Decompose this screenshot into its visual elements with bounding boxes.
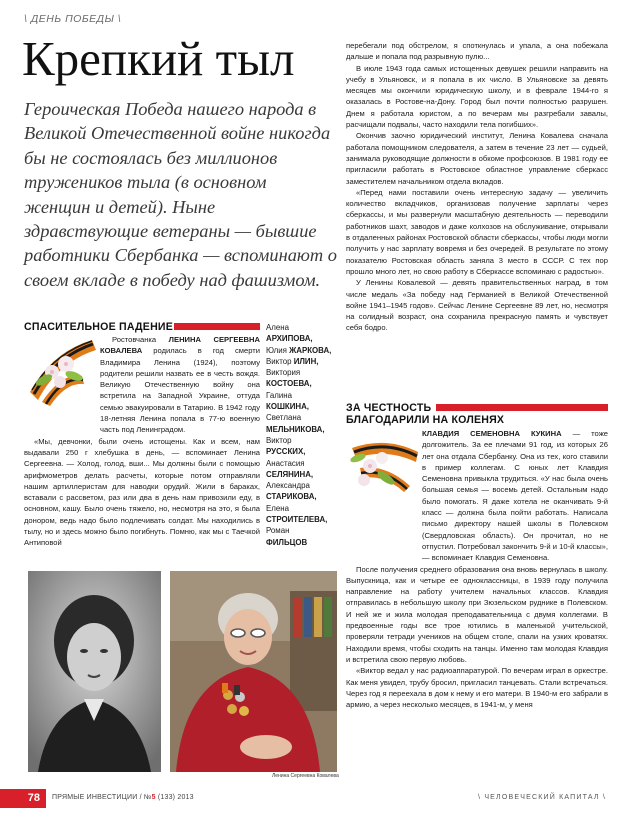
section1-title: СПАСИТЕЛЬНОЕ ПАДЕНИЕ <box>24 321 174 333</box>
section1-paragraph-2: «Мы, девчонки, были очень истощены. Как и всем, нам выдавали 250 г хлебушка в день, — вспоминает Ленина Сергеевна. — Холод, голод, вши... Мы должны были с помощью арифмометров делать расчеты, которые потом отправляли нашим артиллеристам для наводки орудий. Жили в бараках, вставали с рассветом, раз или два в день нам привозили еду, в основном, кашу. Было очень тяжело, но, несмотря на это, я была донором, ведь надо было подлечивать солдат. Мы находились в тылу, но и здесь можно было погибнуть. Помню, как мы с Таечкой Антиповой <box>24 436 260 548</box>
photo-caption: Ленина Сергеевна Ковалева <box>272 773 339 779</box>
name-last: СТАРИКОВА, <box>266 492 317 502</box>
name-last: ЖАРКОВА, <box>289 345 332 355</box>
issue-rest: (133) 2013 <box>157 794 194 801</box>
magazine-title: ПРЯМЫЕ ИНВЕСТИЦИИ <box>52 794 138 801</box>
section2-red-bar <box>436 404 608 411</box>
rubric: \ ДЕНЬ ПОБЕДЫ \ <box>24 13 122 25</box>
lead-paragraph: Героическая Победа нашего народа в Великой Отечественной войне никогда бы не состоялась без миллионов тружеников тыла (в основном женщин и детей). Ныне здравствующие ветераны — бывшие работники Сбербанка — вспоминают о своем вкладе в победу над фашизмом. <box>24 99 337 290</box>
issue-label: / № <box>139 794 152 801</box>
name-first: Роман <box>266 526 290 536</box>
name-last: АРХИПОВА, <box>266 334 313 344</box>
page-footer <box>0 785 630 820</box>
section2-intro-name: КЛАВДИЯ СЕМЕНОВНА КУКИНА <box>422 429 562 438</box>
col2-paragraph-5: У Ленины Ковалевой — девять правительственных наград, в том числе медаль «За победу над Германией в Великой Отечественной войне 1941–1945 годов». Сейчас Ленине Сергеевне 89 лет, но, несмотря на солидный возраст, она сохранила прекрасную память и чувствует себя бодро. <box>346 278 608 333</box>
name-first: Виктория <box>266 368 301 378</box>
archive-portrait-photo <box>28 571 161 772</box>
name-last: ФИЛЬЦОВ <box>266 537 308 547</box>
name-last: МЕЛЬНИКОВА, <box>266 424 325 434</box>
section1-column-2 <box>346 40 608 334</box>
section-name: \ ЧЕЛОВЕЧЕСКИЙ КАПИТАЛ \ <box>478 794 606 801</box>
issue-number: 5 <box>151 794 156 801</box>
section1-column-1 <box>24 334 260 549</box>
headline: Крепкий тыл <box>22 31 295 86</box>
col2-paragraph-4: «Перед нами поставили очень интересную задачу — увеличить количество вкладчиков, организовав получение зарплаты через сберкассы, и мы развернули масштабную деятельность — переводили работников шахт, заводов и даже колхозов на обслуживание, открывали в отдаленных районах Ростовской области сберкассы, чтобы люди могли получить у нас зарплату вовремя и без очередей. В результате по этому показателю Ростовская область заняла 3 место в СССР. С тех пор прошло много лет, но свою работу в Сберкассе вспоминаю с радостью». <box>346 187 608 276</box>
name-last: КОШКИНА, <box>266 402 309 412</box>
name-first: Юлия <box>266 345 287 355</box>
name-last: СЕЛЯНИНА, <box>266 469 314 479</box>
name-last: ИЛИН, <box>293 356 319 366</box>
veteran-portrait-photo <box>170 571 337 772</box>
section1-intro-name: ЛЕНИНА СЕРГЕЕВНА КОВАЛЕВА <box>100 335 260 356</box>
col2-paragraph-2: В июле 1943 года самых истощенных девушек решили направить на учебу в Ульяновск, и я попала в их число. В Ульяновске за девять месяцев мы окончили юридическую школу, и в феврале 1944-го я оказалась в Ростове-на-Дону. Город был почти полностью разрушен. Днем я работала юристом, а по вечерам мы разгребали завалы, расчищали подвалы, часто находили тела погибших». <box>346 63 608 130</box>
name-first: Алена <box>266 323 290 332</box>
name-first: Виктор <box>266 356 292 366</box>
section2-paragraph-3: «Виктор ведал у нас радиоаппаратурой. По вечерам играл в оркестре. Как меня увидел, трубу бросил, пригласил танцевать. Стали встречаться. Через год я переехала в дом к нему и его матери. В 1940-м его забрали в армию, а через несколько месяцев, в 1941-м, у меня <box>346 666 608 710</box>
section2-title-line-2: БЛАГОДАРИЛИ НА КОЛЕНЯХ <box>346 414 505 426</box>
name-first: Галина <box>266 390 292 400</box>
name-last: КОСТОЕВА, <box>266 379 312 389</box>
names-list <box>266 322 344 548</box>
name-first: Виктор <box>266 435 292 445</box>
section2-column <box>346 428 608 710</box>
col2-paragraph-3: Окончив заочно юридический институт, Ленина Ковалева сначала работала помощником следователя, а затем в течение 23 лет — судьей, занимала руководящие должности в обкоме профсоюзов. В 1981 году ее пригласили работать в Ростовское областное управление сберкасс заместителем начальником отдела вкладов. <box>346 131 608 186</box>
section1-red-bar <box>174 323 260 330</box>
section2-title-line-1: ЗА ЧЕСТНОСТЬ <box>346 402 432 414</box>
col2-paragraph-1: перебегали под обстрелом, я споткнулась и упала, а она побежала дальше и попала под разрывную пулю... <box>346 41 608 62</box>
name-first: Анастасия <box>266 458 305 468</box>
section1-intro-b: родилась в год смерти Владимира Ленина (1924), поэтому родители решили назвать ее в честь вождя. Великую Отечественную войну она встретила на Западной Украине, оттуда семью эвакуировали в Татарию. В 1942 году 18-летняя Ленина попала в 77-ю военную часть под Ленинградом. <box>100 346 260 435</box>
section2-intro-b: — тоже долгожитель. За ее плечами 91 год, из которых 26 лет она отдала Сбербанку. Она из тех, кого ставили в пример коллегам. С юных лет Клавдия Семеновна привыкла трудиться. «У нас была очень большая семья — восемь детей. Остальным надо было помогать. Я даже хотела не оканчивать 9-й класс — должна была пойти работать. Написала письмо директору нашей школы в Полевском (Свердловская область). Он прочитал, но не отпустил. Потребовал закончить 9-й и 10-й классы», — вспоминает Клавдия Семеновна. <box>422 429 608 563</box>
name-first: Александра <box>266 481 310 491</box>
name-first: Светлана <box>266 413 302 423</box>
name-first: Елена <box>266 503 290 513</box>
page-number: 78 <box>0 789 46 808</box>
name-last: СТРОИТЕЛЕВА, <box>266 515 328 525</box>
magazine-name <box>52 794 194 801</box>
section2-paragraph-2: После получения среднего образования она вновь вернулась в школу. Выпускница, как и четыре ее одноклассницы, в 1939 году получила направление на работу учителем начальных классов. Клавдия отправилась в небольшую школу при Зюзельском руднике в Полевском. И ней же и жила молодая преподавательница с двумя коллегами. В предвоенные годы все трое ютились в маленькой учительской, проверяли тетради учеников на общем столе, спали на узких кроватях. Находили время, чтобы сходить на танцы. Именно там молодая Клавдия и встретила свою первую любовь. <box>346 564 608 664</box>
section1-intro-a: Ростовчанка <box>112 335 169 344</box>
name-last: РУССКИХ, <box>266 447 306 457</box>
